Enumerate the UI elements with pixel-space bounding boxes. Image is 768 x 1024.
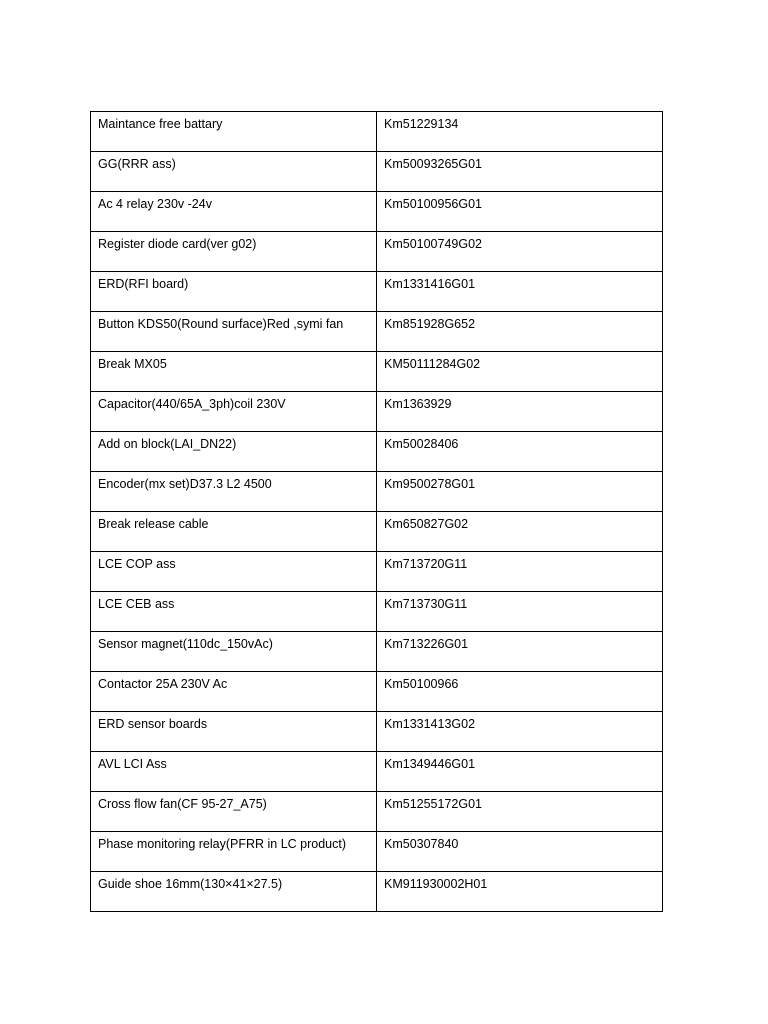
code-cell xyxy=(377,472,663,512)
description-text: Capacitor(440/65A_3ph)coil 230V xyxy=(98,397,286,411)
table-row xyxy=(91,472,663,512)
code-cell xyxy=(377,392,663,432)
description-text: Button KDS50(Round surface)Red ,symi fan xyxy=(98,317,344,331)
table-row xyxy=(91,792,663,832)
code-text: Km713730G11 xyxy=(384,597,468,611)
description-cell xyxy=(91,552,377,592)
table-row xyxy=(91,832,663,872)
parts-table-body xyxy=(91,112,663,912)
table-row xyxy=(91,112,663,152)
table-row xyxy=(91,152,663,192)
code-cell xyxy=(377,672,663,712)
description-cell xyxy=(91,672,377,712)
description-text: ERD sensor boards xyxy=(98,717,208,731)
code-text: Km1363929 xyxy=(384,397,452,411)
table-row xyxy=(91,392,663,432)
code-text: Km713720G11 xyxy=(384,557,468,571)
description-text: Guide shoe 16mm(130×41×27.5) xyxy=(98,877,283,891)
code-cell xyxy=(377,192,663,232)
description-cell xyxy=(91,112,377,152)
description-cell xyxy=(91,472,377,512)
description-cell xyxy=(91,632,377,672)
description-cell xyxy=(91,352,377,392)
code-text: Km50093265G01 xyxy=(384,157,482,171)
code-text: KM911930002H01 xyxy=(384,877,488,891)
table-row xyxy=(91,272,663,312)
code-cell xyxy=(377,272,663,312)
code-cell xyxy=(377,752,663,792)
description-text: Phase monitoring relay(PFRR in LC product) xyxy=(98,837,347,851)
table-row xyxy=(91,592,663,632)
code-text: Km9500278G01 xyxy=(384,477,476,491)
code-text: Km50028406 xyxy=(384,437,459,451)
description-text: Break MX05 xyxy=(98,357,167,371)
description-text: AVL LCI Ass xyxy=(98,757,167,771)
description-cell xyxy=(91,592,377,632)
description-cell xyxy=(91,832,377,872)
description-text: Maintance free battary xyxy=(98,117,223,131)
description-text: Register diode card(ver g02) xyxy=(98,237,257,251)
table-row xyxy=(91,712,663,752)
code-cell xyxy=(377,112,663,152)
table-row xyxy=(91,312,663,352)
description-text: GG(RRR ass) xyxy=(98,157,176,171)
code-text: Km50100956G01 xyxy=(384,197,482,211)
description-text: Sensor magnet(110dc_150vAc) xyxy=(98,637,273,651)
code-cell xyxy=(377,872,663,912)
code-cell xyxy=(377,792,663,832)
table-row xyxy=(91,512,663,552)
table-row xyxy=(91,232,663,272)
code-cell xyxy=(377,312,663,352)
description-cell xyxy=(91,152,377,192)
table-row xyxy=(91,192,663,232)
code-cell xyxy=(377,552,663,592)
code-text: Km51255172G01 xyxy=(384,797,482,811)
code-cell xyxy=(377,432,663,472)
code-text: Km50307840 xyxy=(384,837,459,851)
code-cell xyxy=(377,832,663,872)
parts-table xyxy=(90,111,663,912)
description-text: Contactor 25A 230V Ac xyxy=(98,677,228,691)
description-cell xyxy=(91,752,377,792)
code-cell xyxy=(377,352,663,392)
code-cell xyxy=(377,592,663,632)
code-cell xyxy=(377,232,663,272)
code-cell xyxy=(377,512,663,552)
description-cell xyxy=(91,232,377,272)
code-text: Km1349446G01 xyxy=(384,757,476,771)
code-text: Km713226G01 xyxy=(384,637,469,651)
description-cell xyxy=(91,712,377,752)
table-row xyxy=(91,352,663,392)
table-row xyxy=(91,752,663,792)
code-text: Km50100966 xyxy=(384,677,459,691)
description-cell xyxy=(91,272,377,312)
description-text: ERD(RFI board) xyxy=(98,277,189,291)
code-text: Km650827G02 xyxy=(384,517,469,531)
description-cell xyxy=(91,312,377,352)
code-text: Km50100749G02 xyxy=(384,237,482,251)
description-text: Add on block(LAI_DN22) xyxy=(98,437,237,451)
description-text: Ac 4 relay 230v -24v xyxy=(98,197,212,211)
description-cell xyxy=(91,512,377,552)
code-text: Km851928G652 xyxy=(384,317,476,331)
description-cell xyxy=(91,872,377,912)
code-cell xyxy=(377,152,663,192)
description-text: LCE CEB ass xyxy=(98,597,175,611)
code-cell xyxy=(377,632,663,672)
description-cell xyxy=(91,192,377,232)
description-text: LCE COP ass xyxy=(98,557,176,571)
table-row xyxy=(91,432,663,472)
table-row xyxy=(91,552,663,592)
code-cell xyxy=(377,712,663,752)
description-text: Break release cable xyxy=(98,517,209,531)
table-row xyxy=(91,632,663,672)
description-text: Cross flow fan(CF 95-27_A75) xyxy=(98,797,267,811)
description-text: Encoder(mx set)D37.3 L2 4500 xyxy=(98,477,272,491)
description-cell xyxy=(91,432,377,472)
code-text: KM50111284G02 xyxy=(384,357,481,371)
table-row xyxy=(91,672,663,712)
description-cell xyxy=(91,792,377,832)
description-cell xyxy=(91,392,377,432)
code-text: Km1331413G02 xyxy=(384,717,476,731)
code-text: Km51229134 xyxy=(384,117,459,131)
table-row xyxy=(91,872,663,912)
code-text: Km1331416G01 xyxy=(384,277,476,291)
